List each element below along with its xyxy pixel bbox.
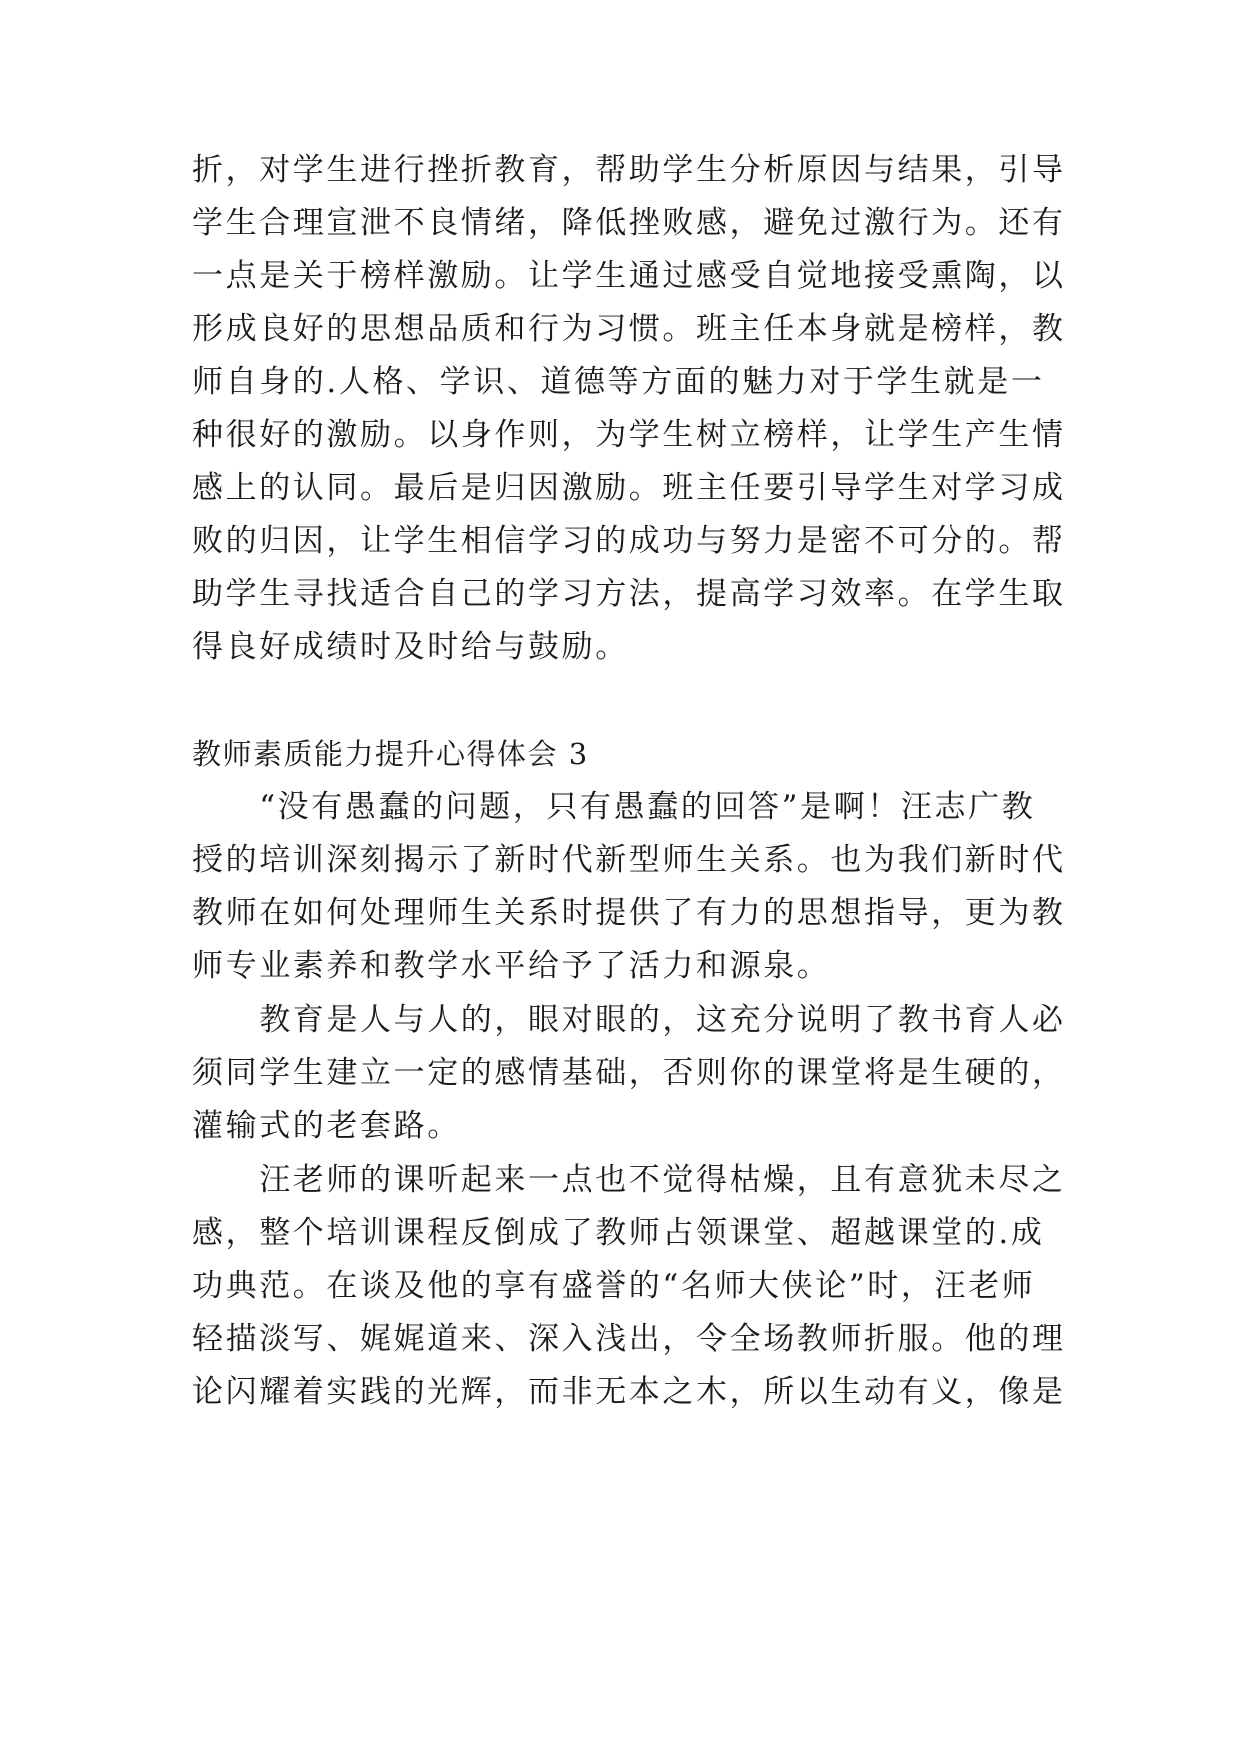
paragraph-line: 得良好成绩时及时给与鼓励。 [192, 629, 629, 665]
paragraph-line: 授的培训深刻揭示了新时代新型师生关系。也为我们新时代 [192, 842, 1066, 878]
paragraph-line: 助学生寻找适合自己的学习方法，提高学习效率。在学生取 [192, 576, 1066, 612]
paragraph-line: 教师在如何处理师生关系时提供了有力的思想指导，更为教 [192, 895, 1066, 931]
paragraph-line: 败的归因，让学生相信学习的成功与努力是密不可分的。帮 [192, 523, 1066, 559]
paragraph-line: 师自身的.人格、学识、道德等方面的魅力对于学生就是一 [192, 364, 1045, 400]
paragraph-line: 汪老师的课听起来一点也不觉得枯燥，且有意犹未尽之 [192, 1162, 1066, 1198]
paragraph-line: 教育是人与人的，眼对眼的，这充分说明了教书育人必 [192, 1002, 1066, 1038]
paragraph-line: 轻描淡写、娓娓道来、深入浅出，令全场教师折服。他的理 [192, 1321, 1066, 1357]
paragraph-line: 功典范。在谈及他的享有盛誉的“名师大侠论”时，汪老师 [192, 1268, 1036, 1304]
paragraph-line: 师专业素养和教学水平给予了活力和源泉。 [192, 948, 831, 984]
paragraph-line: 感，整个培训课程反倒成了教师占领课堂、超越课堂的.成 [192, 1215, 1045, 1251]
paragraph-line: 论闪耀着实践的光辉，而非无本之木，所以生动有义，像是 [192, 1374, 1066, 1410]
section-heading: 教师素质能力提升心得体会 3 [192, 737, 589, 771]
paragraph-line: 感上的认同。最后是归因激励。班主任要引导学生对学习成 [192, 470, 1066, 506]
paragraph-line: 学生合理宣泄不良情绪，降低挫败感，避免过激行为。还有 [192, 205, 1066, 241]
paragraph-line: 灌输式的老套路。 [192, 1108, 461, 1144]
paragraph-line: 折，对学生进行挫折教育，帮助学生分析原因与结果，引导 [192, 152, 1066, 188]
paragraph-line: 一点是关于榜样激励。让学生通过感受自觉地接受熏陶，以 [192, 258, 1066, 294]
paragraph-line: 须同学生建立一定的感情基础，否则你的课堂将是生硬的， [192, 1055, 1066, 1091]
paragraph-line: “没有愚蠢的问题，只有愚蠢的回答”是啊！汪志广教 [192, 789, 1036, 825]
paragraph-line: 形成良好的思想品质和行为习惯。班主任本身就是榜样，教 [192, 311, 1066, 347]
paragraph-line: 种很好的激励。以身作则，为学生树立榜样，让学生产生情 [192, 417, 1066, 453]
